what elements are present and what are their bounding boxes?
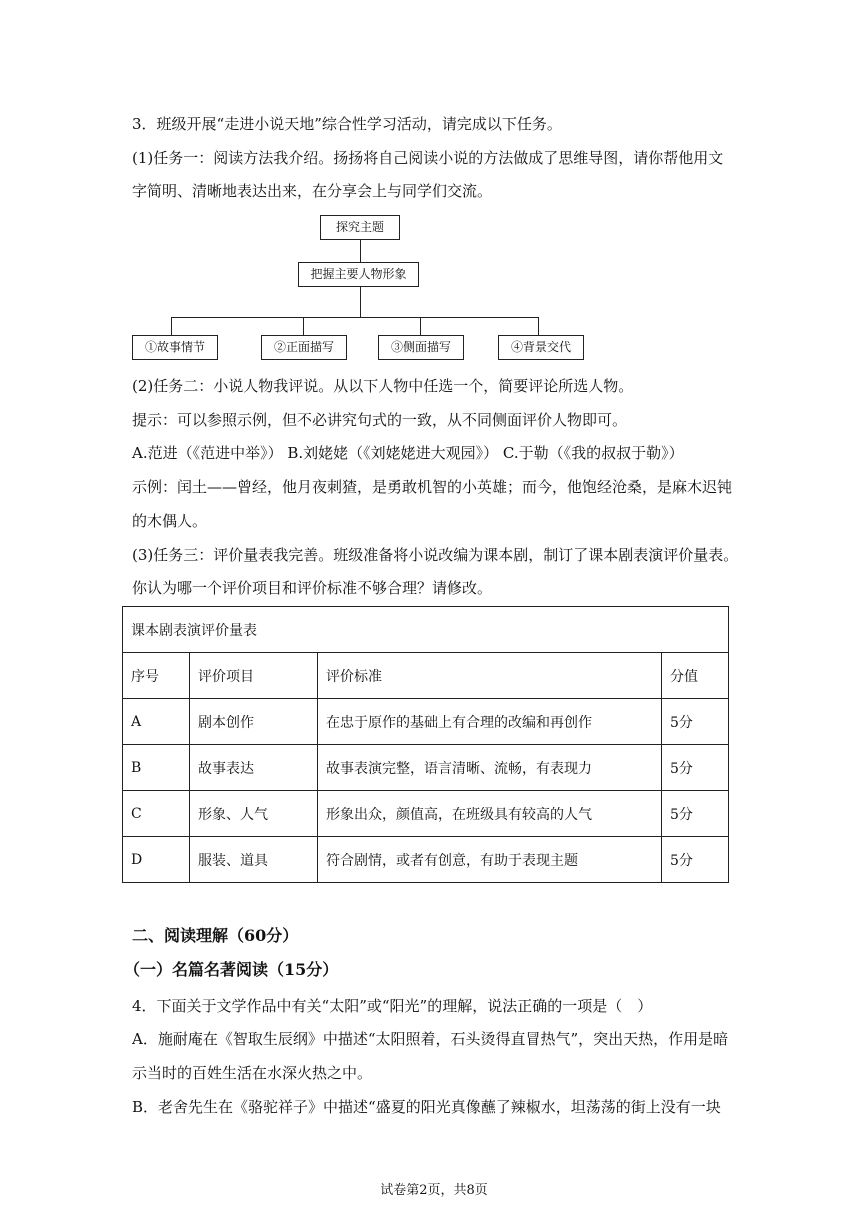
table-row: [123, 837, 729, 883]
question4-option-a-line2: 示当时的百姓生活在水深火热之中。: [132, 1064, 373, 1082]
table-cell: 5分: [662, 745, 729, 791]
table-cell: 剧本创作: [190, 699, 318, 745]
task3-line1: (3)任务三：评价量表我完善。班级准备将小说改编为课本剧，制订了课本剧表演评价量表。: [132, 546, 739, 564]
task2-line1: (2)任务二：小说人物我评说。从以下人物中任选一个，简要评论所选人物。: [132, 377, 634, 395]
mindmap-leaf-2: ②正面描写: [261, 335, 347, 360]
mindmap-leaf-1: ①故事情节: [132, 335, 218, 360]
task1-line1: (1)任务一：阅读方法我介绍。扬扬将自己阅读小说的方法做成了思维导图，请你帮他用文: [132, 149, 724, 167]
table-cell: 形象出众，颜值高，在班级具有较高的人气: [318, 791, 662, 837]
table-cell: 符合剧情，或者有创意，有助于表现主题: [318, 837, 662, 883]
table-header-row: [123, 653, 729, 699]
question4-option-b-line1: B．老舍先生在《骆驼祥子》中描述“盛夏的阳光真像蘸了辣椒水，坦荡荡的街上没有一块: [132, 1098, 721, 1116]
table-cell: C: [123, 791, 190, 837]
table-cell: 5分: [662, 837, 729, 883]
mindmap-connector: [420, 317, 421, 335]
table-caption-row: [123, 607, 729, 653]
table-cell: 形象、人气: [190, 791, 318, 837]
table-caption: 课本剧表演评价量表: [123, 607, 729, 653]
table-cell: 故事表达: [190, 745, 318, 791]
table-cell: B: [123, 745, 190, 791]
mindmap-leaf-3: ③侧面描写: [378, 335, 464, 360]
page-footer: 试卷第2页，共8页: [380, 1183, 488, 1198]
evaluation-table: [122, 606, 729, 883]
table-cell: D: [123, 837, 190, 883]
question4-option-a-line1: A．施耐庵在《智取生辰纲》中描述“太阳照着，石头烫得直冒热气”，突出天热，作用是暗: [132, 1030, 729, 1048]
mindmap-root: 探究主题: [320, 215, 400, 240]
mindmap-connector: [171, 317, 172, 335]
table-cell: 5分: [662, 699, 729, 745]
mindmap-connector: [360, 287, 361, 317]
table-cell: 5分: [662, 791, 729, 837]
task1-line2: 字简明、清晰地表达出来，在分享会上与同学们交流。: [132, 182, 493, 200]
table-header: 评价项目: [190, 653, 318, 699]
table-row: [123, 745, 729, 791]
table-cell: 在忠于原作的基础上有合理的改编和再创作: [318, 699, 662, 745]
question3-title: 3．班级开展“走进小说天地”综合性学习活动，请完成以下任务。: [132, 115, 562, 133]
table-row: [123, 791, 729, 837]
mindmap-middle: 把握主要人物形象: [298, 262, 419, 287]
section-subtitle: （一）名篇名著阅读（15分）: [124, 960, 339, 979]
example-line1: 示例：闰土——曾经，他月夜刺猹，是勇敢机智的小英雄；而今，他饱经沧桑，是麻木迟钝: [132, 478, 733, 496]
mindmap-connector: [360, 240, 361, 262]
mindmap-connector: [303, 317, 304, 335]
table-cell: 服装、道具: [190, 837, 318, 883]
mindmap-leaf-4: ④背景交代: [498, 335, 584, 360]
mindmap-branch-line: [171, 317, 539, 318]
table-header: 评价标准: [318, 653, 662, 699]
mindmap-connector: [538, 317, 539, 335]
table-header: 序号: [123, 653, 190, 699]
task2-hint: 提示：可以参照示例，但不必讲究句式的一致，从不同侧面评价人物即可。: [132, 411, 628, 429]
section-title: 二、阅读理解（60分）: [132, 926, 299, 945]
table-cell: 故事表演完整，语言清晰、流畅，有表现力: [318, 745, 662, 791]
example-line2: 的木偶人。: [132, 512, 208, 530]
task3-line2: 你认为哪一个评价项目和评价标准不够合理？请修改。: [132, 579, 493, 597]
task2-options: A.范进（《范进中举》） B.刘姥姥（《刘姥姥进大观园》） C.于勒（《我的叔叔于勒》）: [132, 444, 684, 462]
table-header: 分值: [662, 653, 729, 699]
question4-stem: 4．下面关于文学作品中有关“太阳”或“阳光”的理解，说法正确的一项是（ ）: [132, 997, 653, 1015]
table-row: [123, 699, 729, 745]
table-cell: A: [123, 699, 190, 745]
